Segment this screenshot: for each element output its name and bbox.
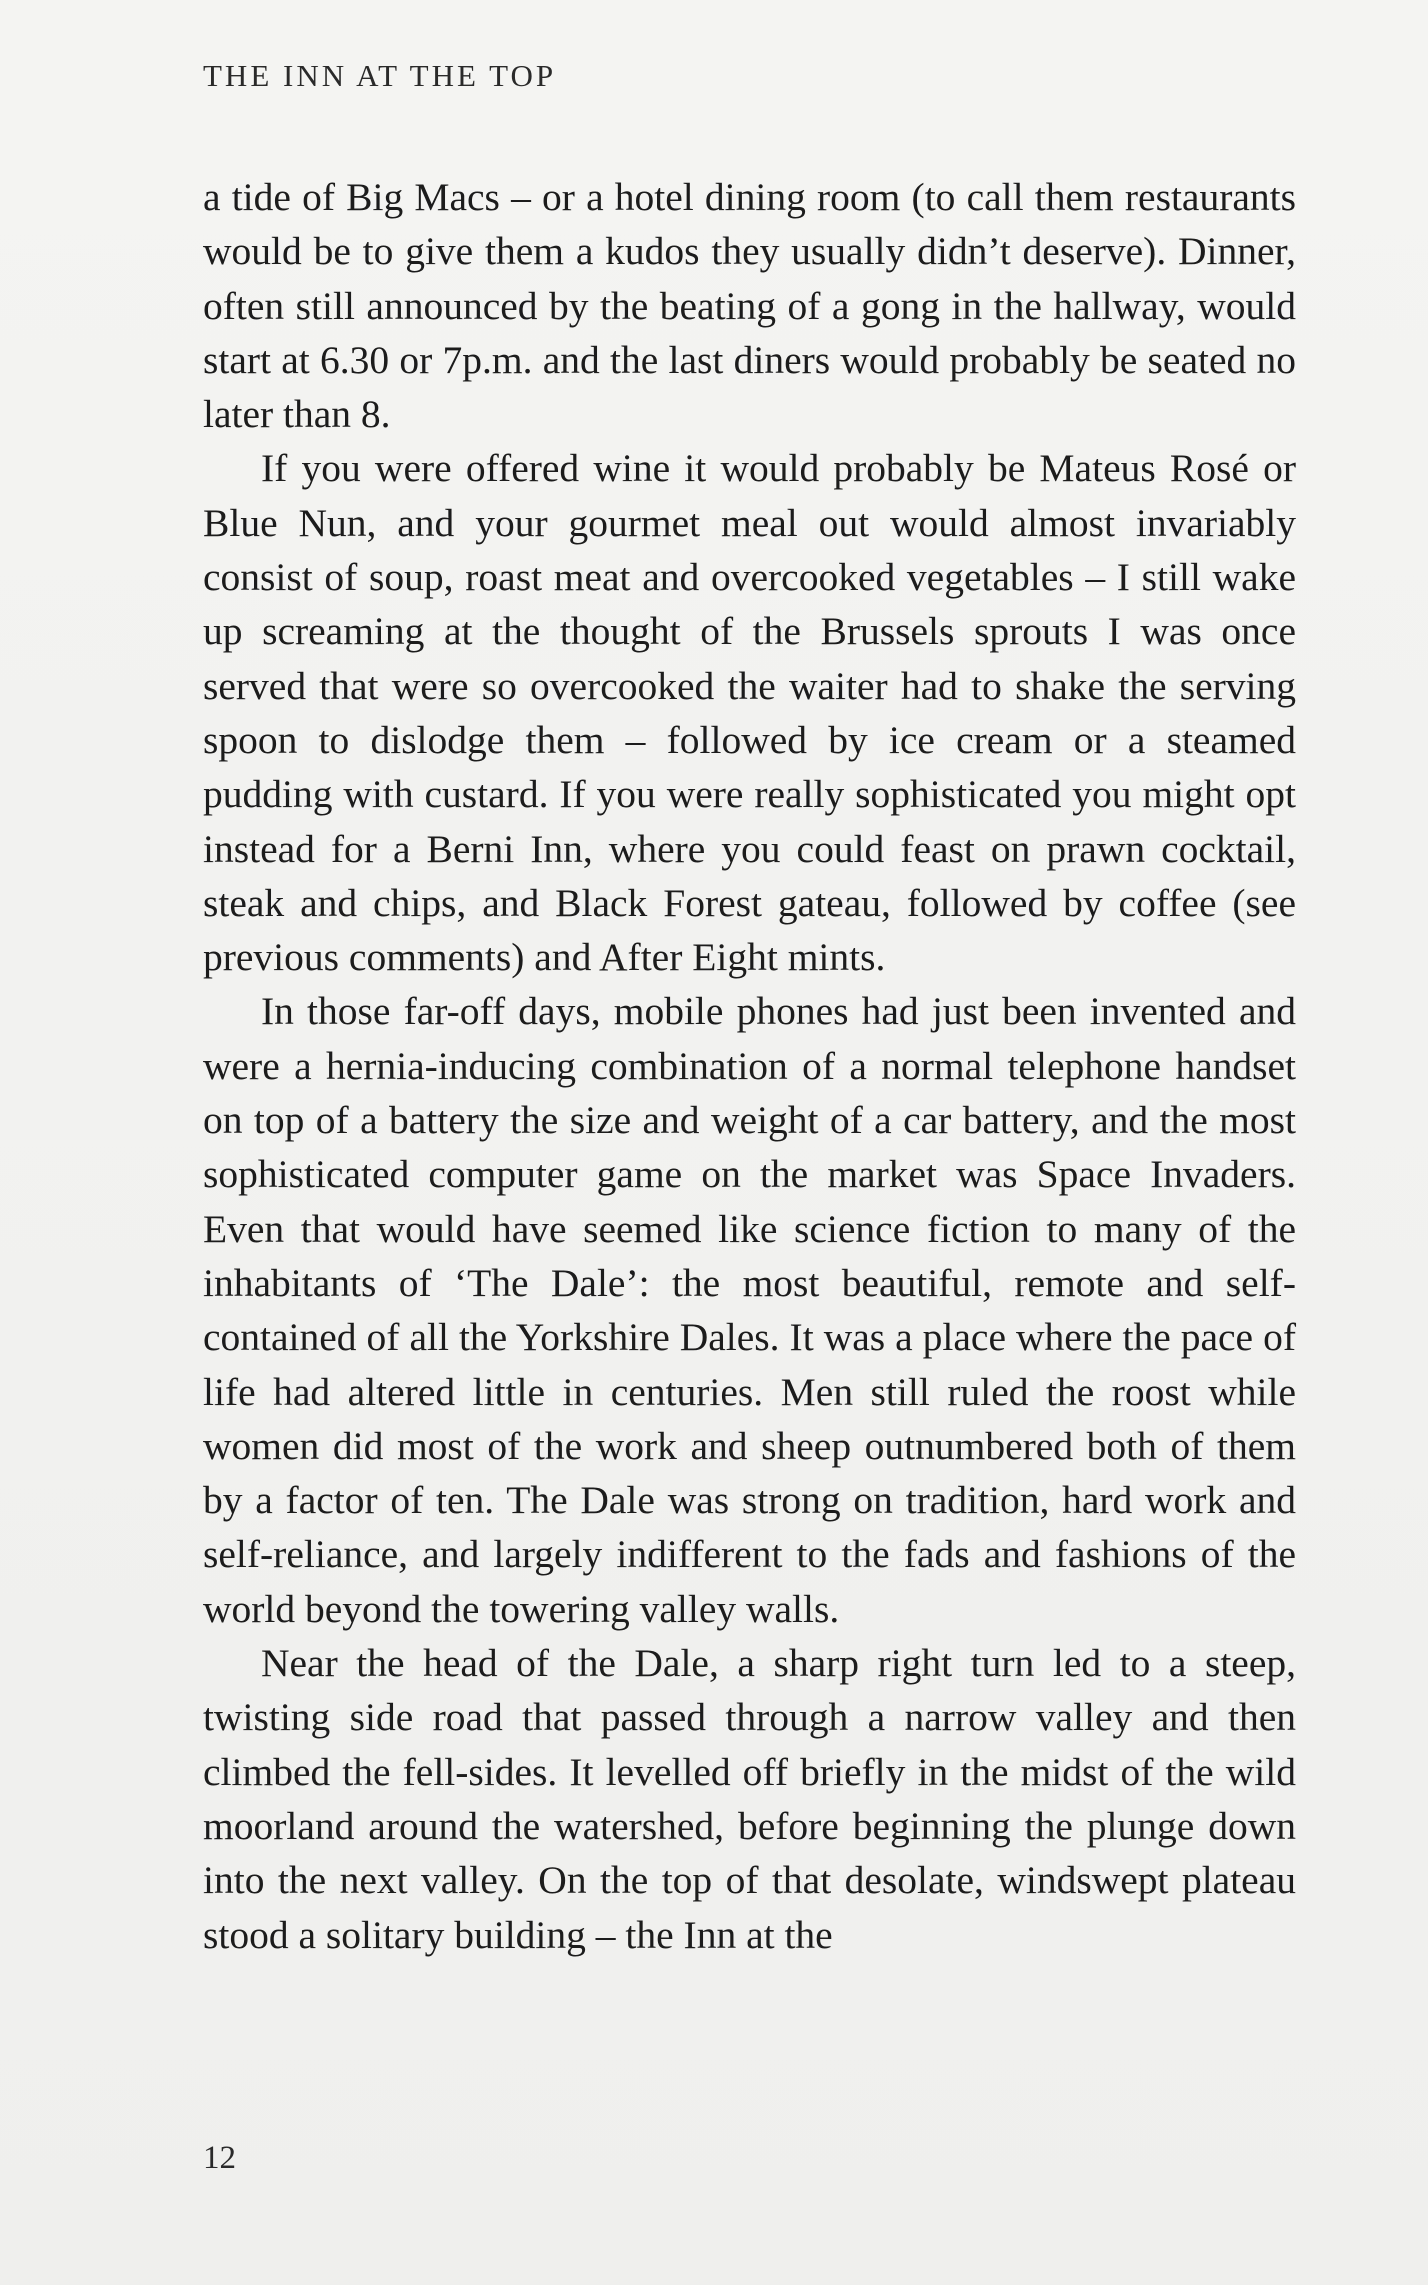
paragraph-3: In those far-off days, mobile phones had just been invented and were a hernia-inducing combination of a normal telephone handset on top of a battery the size and weight of a car battery, and the most sophisticated computer game on the market was Space Invaders. Even that would have seemed like science fiction to many of the inhabitants of ‘The Dale’: the most beautiful, remote and self-contained of all the Yorkshire Dales. It was a place where the pace of life had altered little in centuries. Men still ruled the roost while women did most of the work and sheep outnumbered both of them by a factor of ten. The Dale was strong on tradition, hard work and self-reliance, and largely indifferent to the fads and fashions of the world beyond the towering valley walls.	[203, 989, 1296, 1631]
running-head: THE INN AT THE TOP	[203, 58, 557, 93]
body-text	[203, 170, 1296, 1962]
paragraph-1: a tide of Big Macs – or a hotel dining room (to call them restaurants would be to give them a kudos they usually didn’t deserve). Dinner, often still announced by the beating of a gong in the hallway, would start at 6.30 or 7p.m. and the last diners would probably be seated no later than 8.	[203, 175, 1296, 437]
paragraph-2: If you were offered wine it would probably be Mateus Rosé or Blue Nun, and your gourmet meal out would almost invariably consist of soup, roast meat and overcooked vegetables – I still wake up screaming at the thought of the Brussels sprouts I was once served that were so overcooked the waiter had to shake the serving spoon to dislodge them – followed by ice cream or a steamed pudding with custard. If you were really sophisticated you might opt instead for a Berni Inn, where you could feast on prawn cocktail, steak and chips, and Black Forest gateau, followed by coffee (see previous comments) and After Eight mints.	[203, 446, 1296, 980]
page-number: 12	[203, 2140, 236, 2176]
paragraph-4: Near the head of the Dale, a sharp right turn led to a steep, twisting side road that passed through a narrow valley and then climbed the fell-sides. It levelled off briefly in the midst of the wild moorland around the watershed, before beginning the plunge down into the next valley. On the top of that desolate, windswept plateau stood a solitary building – the Inn at the	[203, 1641, 1296, 1957]
